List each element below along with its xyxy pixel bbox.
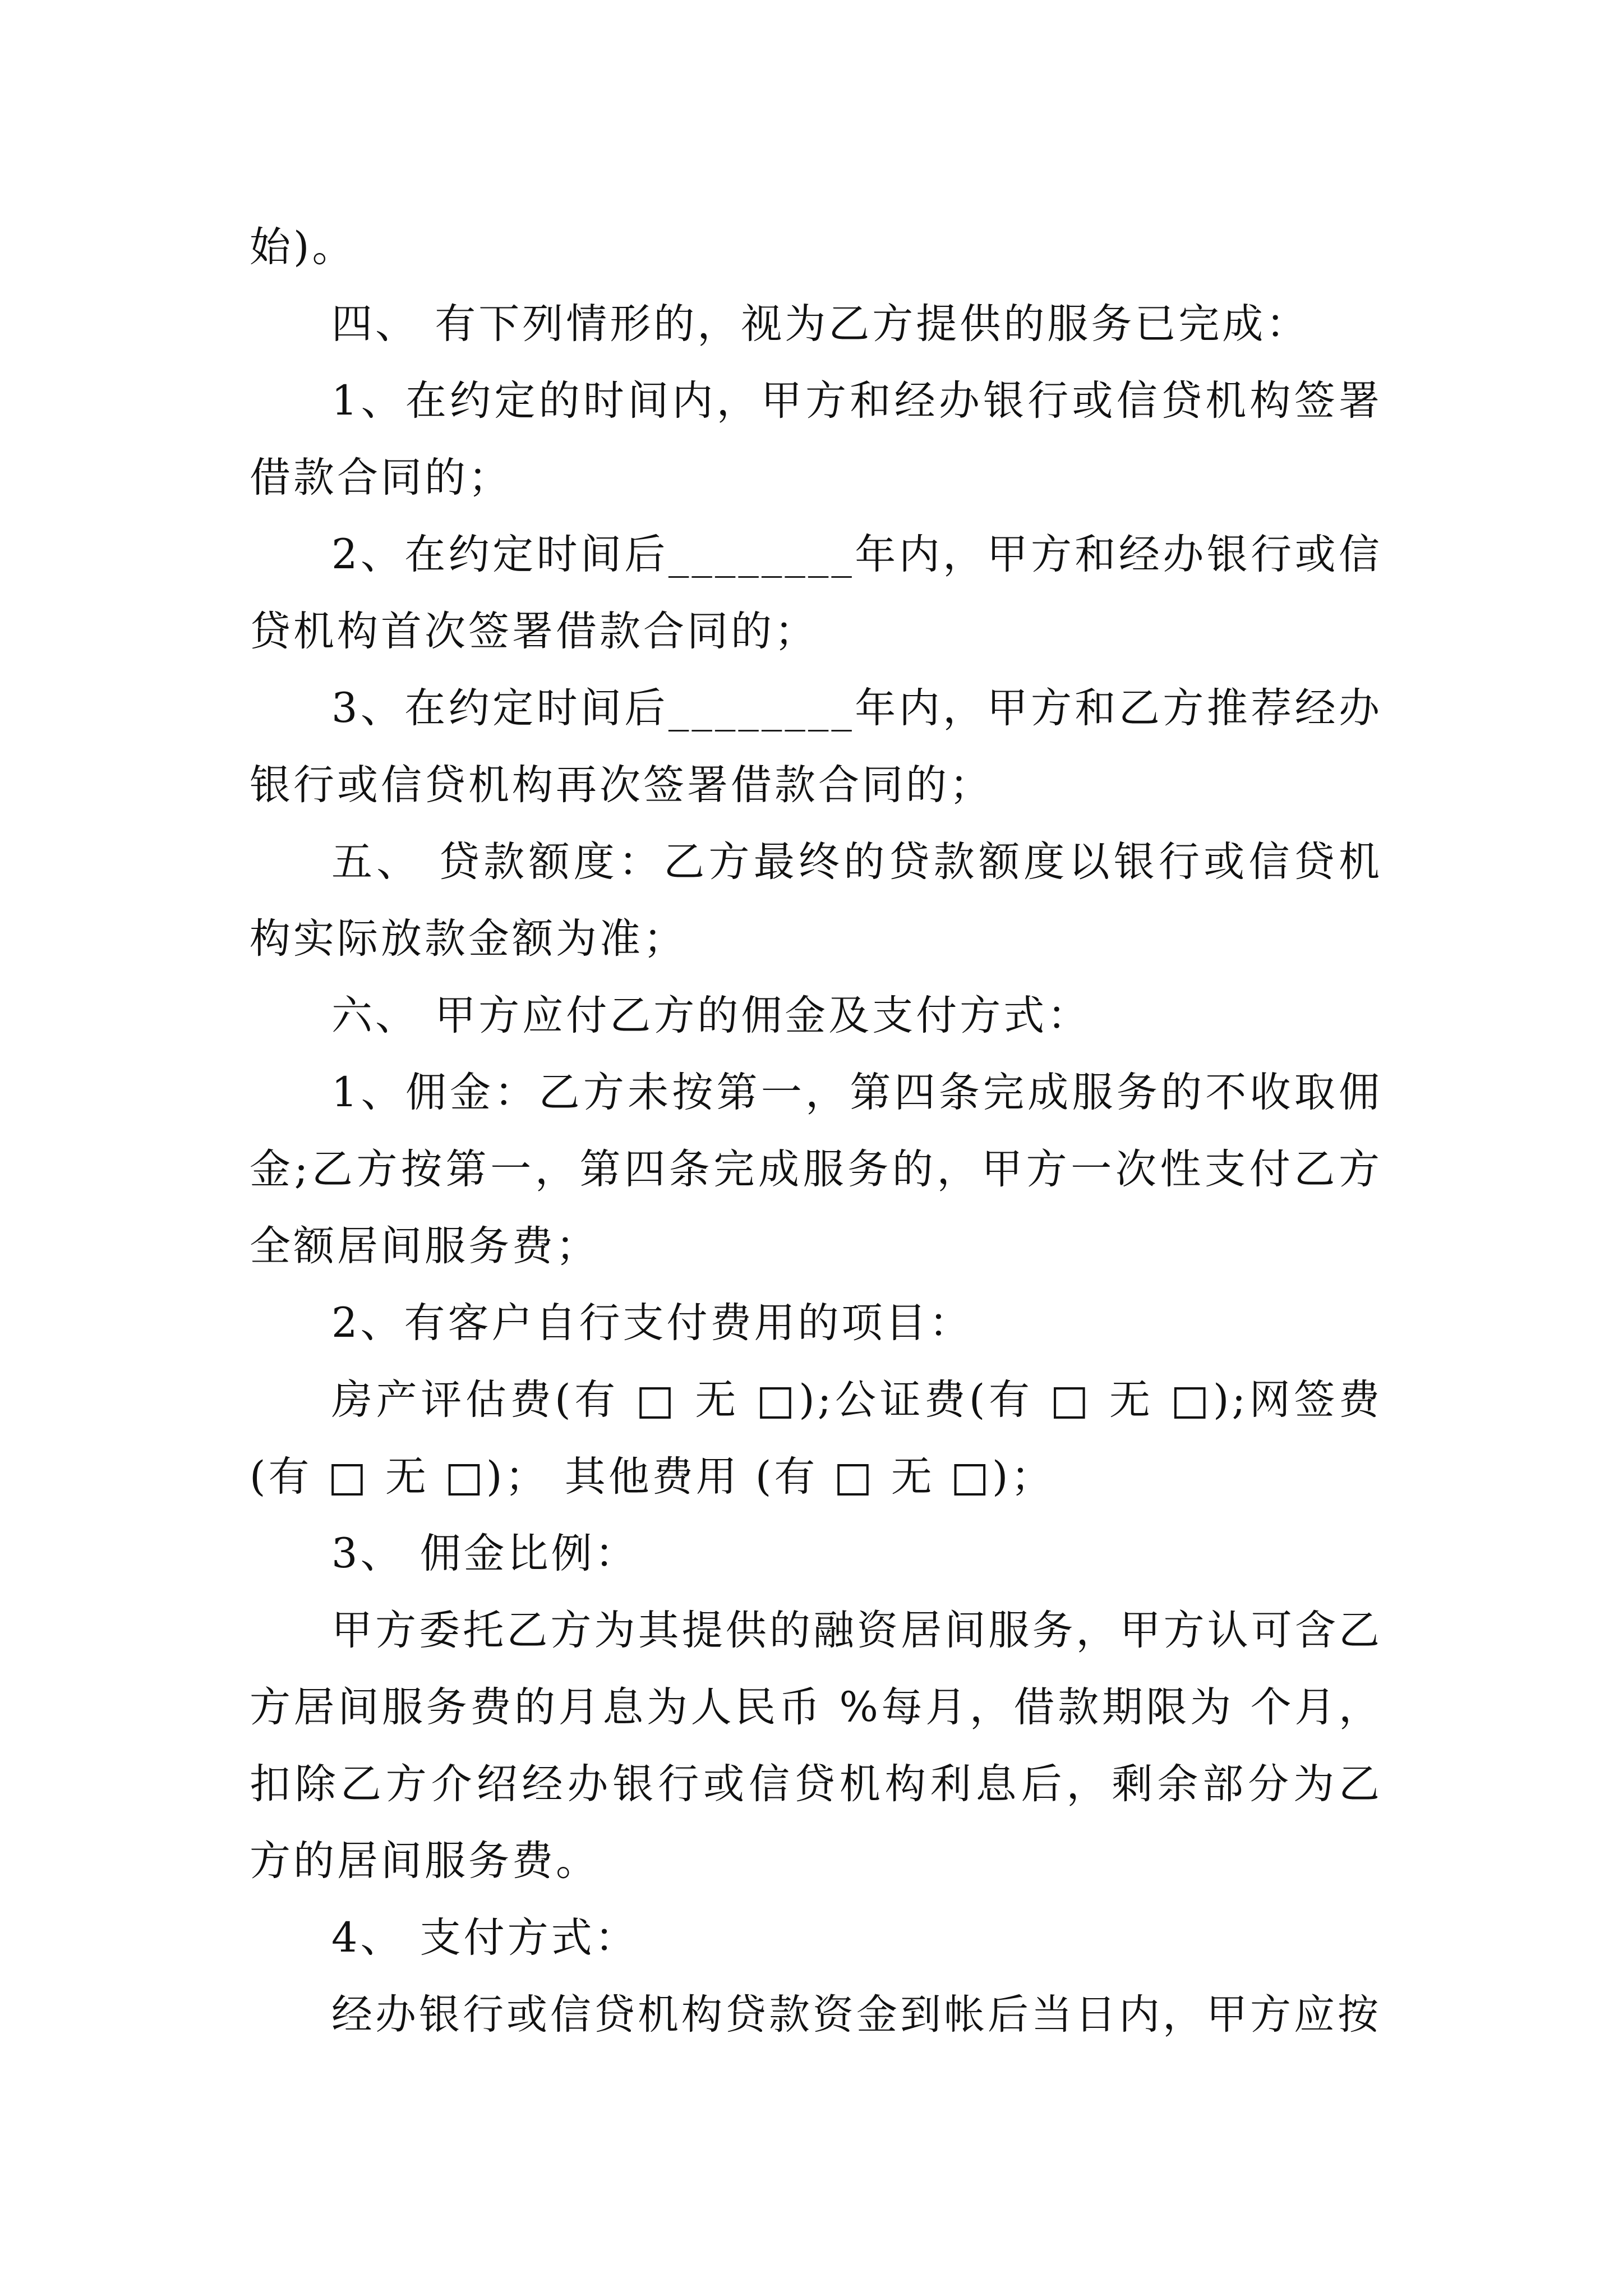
clause-4-item-2: 2、在约定时间后________年内，甲方和经办银行或信贷机构首次签署借款合同的； [250, 531, 1382, 655]
clause-6-item-4-payment: 4、 支付方式： [331, 1914, 639, 1962]
clause-5-loan-amount: 五、 贷款额度：乙方最终的贷款额度以银行或信贷机构实际放款金额为准； [250, 838, 1382, 963]
commission-ratio-text: 甲方委托乙方为其提供的融资居间服务，甲方认可含乙方居间服务费的月息为人民币 %每月，借款期限为 个月，扣除乙方介绍经办银行或信贷机构利息后，剩余部分为乙方的居间服务费。 [250, 1607, 1382, 1885]
clause-4-item-3: 3、在约定时间后________年内，甲方和乙方推荐经办银行或信贷机构再次签署借款合同的； [250, 684, 1382, 809]
paragraph-continuation: 始)。 [250, 223, 356, 271]
clause-6-item-1-commission: 1、佣金：乙方未按第一，第四条完成服务的不收取佣金;乙方按第一，第四条完成服务的，甲方一次性支付乙方全额居间服务费； [250, 1069, 1382, 1270]
fee-checkbox-list: 房产评估费(有 □ 无 □);公证费(有 □ 无 □);网签费(有 □ 无 □)； 其他费用 (有 □ 无 □)； [250, 1376, 1382, 1501]
clause-6-heading: 六、 甲方应付乙方的佣金及支付方式： [331, 992, 1091, 1039]
clause-6-item-2-fees: 2、有客户自行支付费用的项目： [331, 1299, 973, 1347]
payment-method-text: 经办银行或信贷机构贷款资金到帐后当日内，甲方应按 [331, 1991, 1381, 2039]
clause-4-item-1: 1、在约定的时间内，甲方和经办银行或信贷机构签署借款合同的； [250, 377, 1382, 501]
document-body [250, 209, 1382, 2053]
clause-4-heading: 四、 有下列情形的，视为乙方提供的服务已完成： [331, 300, 1310, 348]
clause-6-item-3-ratio: 3、 佣金比例： [331, 1530, 639, 1577]
